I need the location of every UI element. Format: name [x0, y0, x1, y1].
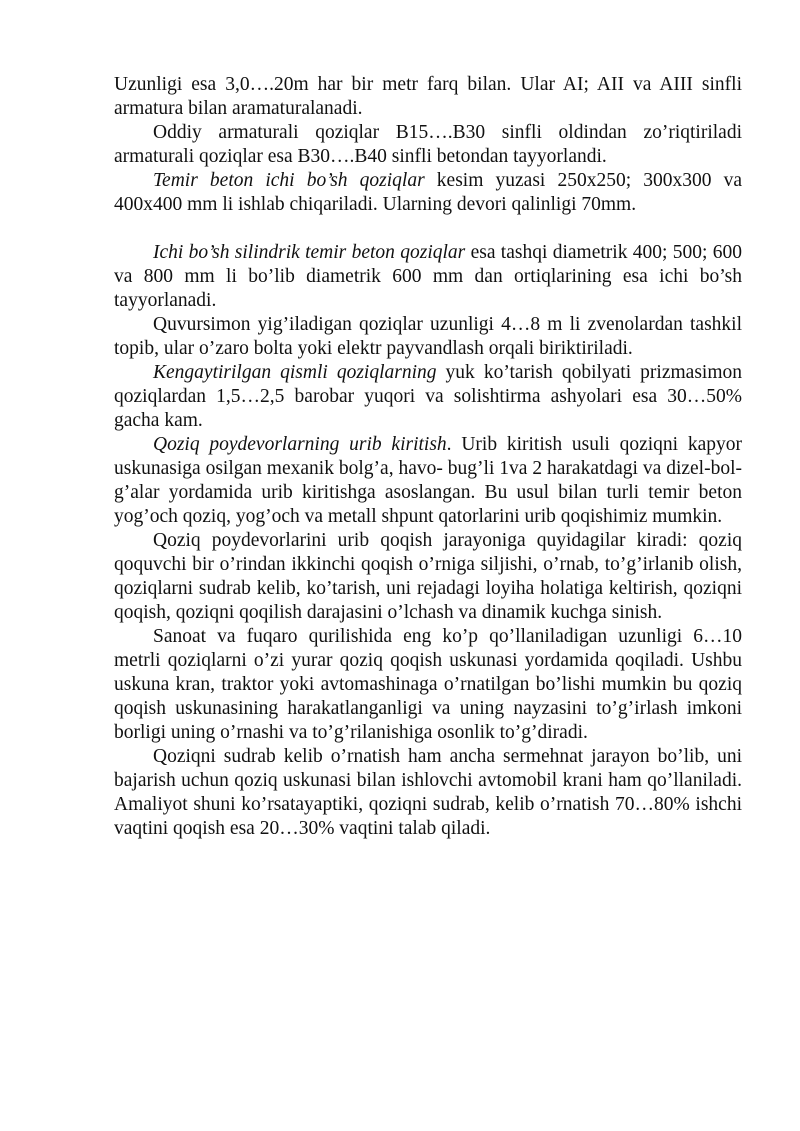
paragraph-text: kesim yuzasi 250x250; 300x300 va 400x400 mm li ishlab chiqariladi. Ularning devori qalinligi 70mm.: [114, 170, 743, 215]
paragraph-text: Qoziqni sudrab kelib o’rnatish ham ancha sermehnat jarayon bo’lib, uni bajarish uchun qoziq uskunasi bilan ishlovchi avtomobil krani ham qo’llaniladi. Amaliyot shuni ko’rsatayaptiki, qoziqni sudrab, kelib o’rnatish 70…80% ishchi vaqtini qoqish esa 20…30% vaqtini talab qiladi.: [114, 746, 742, 839]
paragraph-tubular-piles: [114, 313, 742, 361]
paragraph-pile-driving: [114, 433, 742, 529]
paragraph-armatura-length: [114, 73, 742, 121]
paragraph-text: yuk ko’tarish qobilyati prizmasimon qoziqlardan 1,5…2,5 barobar yuqori va solishtirma ashyolari esa 30…50% gacha kam.: [114, 362, 742, 431]
paragraph-hollow-cylindrical-piles: [114, 241, 742, 313]
paragraph-self-propelled-rig: [114, 625, 742, 745]
paragraph-simple-reinforced-piles: [114, 121, 742, 169]
paragraph-hollow-piles: [114, 169, 742, 217]
paragraph-italic-lead: Kengaytirilgan qismli qoziqlarning: [153, 362, 437, 383]
paragraph-pile-placement: [114, 745, 742, 841]
paragraph-text: Oddiy armaturali qoziqlar B15….B30 sinfli oldindan zo’riqtiriladi armaturali qoziqlar esa B30….B40 sinfli betondan tayyorlandi.: [114, 122, 742, 167]
paragraph-text: Quvursimon yig’iladigan qoziqlar uzunligi 4…8 m li zvenolardan tashkil topib, ular o’zaro bolta yoki elektr payvandlash orqali biriktiriladi.: [114, 314, 742, 359]
paragraph-italic-lead: Temir beton ichi bo’sh qoziqlar: [153, 170, 425, 191]
paragraph-text: Sanoat va fuqaro qurilishida eng ko’p qo’llaniladigan uzunligi 6…10 metrli qoziqlarni o’zi yurar qoziq qoqish uskunasi yordamida qoqiladi. Ushbu uskuna kran, traktor yoki avtomashinaga o’rnatilgan bo’lishi mumkin bu qoziq qoqish uskunasining harakatlanganligi va uning nayzasini to’g’irlash imkoni borligi uning o’rnashi va to’g’rilanishiga osonlik to’g’diradi.: [114, 626, 742, 743]
paragraph-driving-process: [114, 529, 742, 625]
paragraph-extended-piles: [114, 361, 742, 433]
paragraph-italic-lead: Qoziq poydevorlarning urib kiritish: [153, 434, 447, 455]
paragraph-text: Uzunligi esa 3,0….20m har bir metr farq bilan. Ular AI; AII va AIII sinfli armatura bilan aramaturalanadi.: [114, 74, 742, 119]
paragraph-text: . Urib kiritish usuli qoziqni kapyor uskunasiga osilgan mexanik bolg’a, havo- bug’li 1va 2 harakatdagi va dizel-bol-g’alar yordamida urib kiritishga asoslangan. Bu usul bilan turli temir beton yog’och qoziq, yog’och va metall shpunt qatorlarini urib qoqishimiz mumkin.: [114, 434, 743, 527]
paragraph-italic-lead: Ichi bo’sh silindrik temir beton qoziqlar: [153, 242, 466, 263]
paragraph-text: Qoziq poydevorlarini urib qoqish jarayoniga quyidagilar kiradi: qoziq qoquvchi bir o’rindan ikkinchi qoqish o’rniga siljishi, o’rnab, to’g’irlanib olish, qoziqlarni sudrab kelib, ko’tarish, uni rejadagi loyiha holatiga keltirish, qoziqni qoqish, qoziqni qoqilish darajasini o’lchash va dinamik kuchga sinish.: [114, 530, 742, 623]
document-page: [114, 73, 742, 841]
paragraph-text: esa tashqi diametrik 400; 500; 600 va 800 mm li bo’lib diametrik 600 mm dan ortiqlarining esa ichi bo’sh tayyorlanadi.: [114, 242, 742, 311]
